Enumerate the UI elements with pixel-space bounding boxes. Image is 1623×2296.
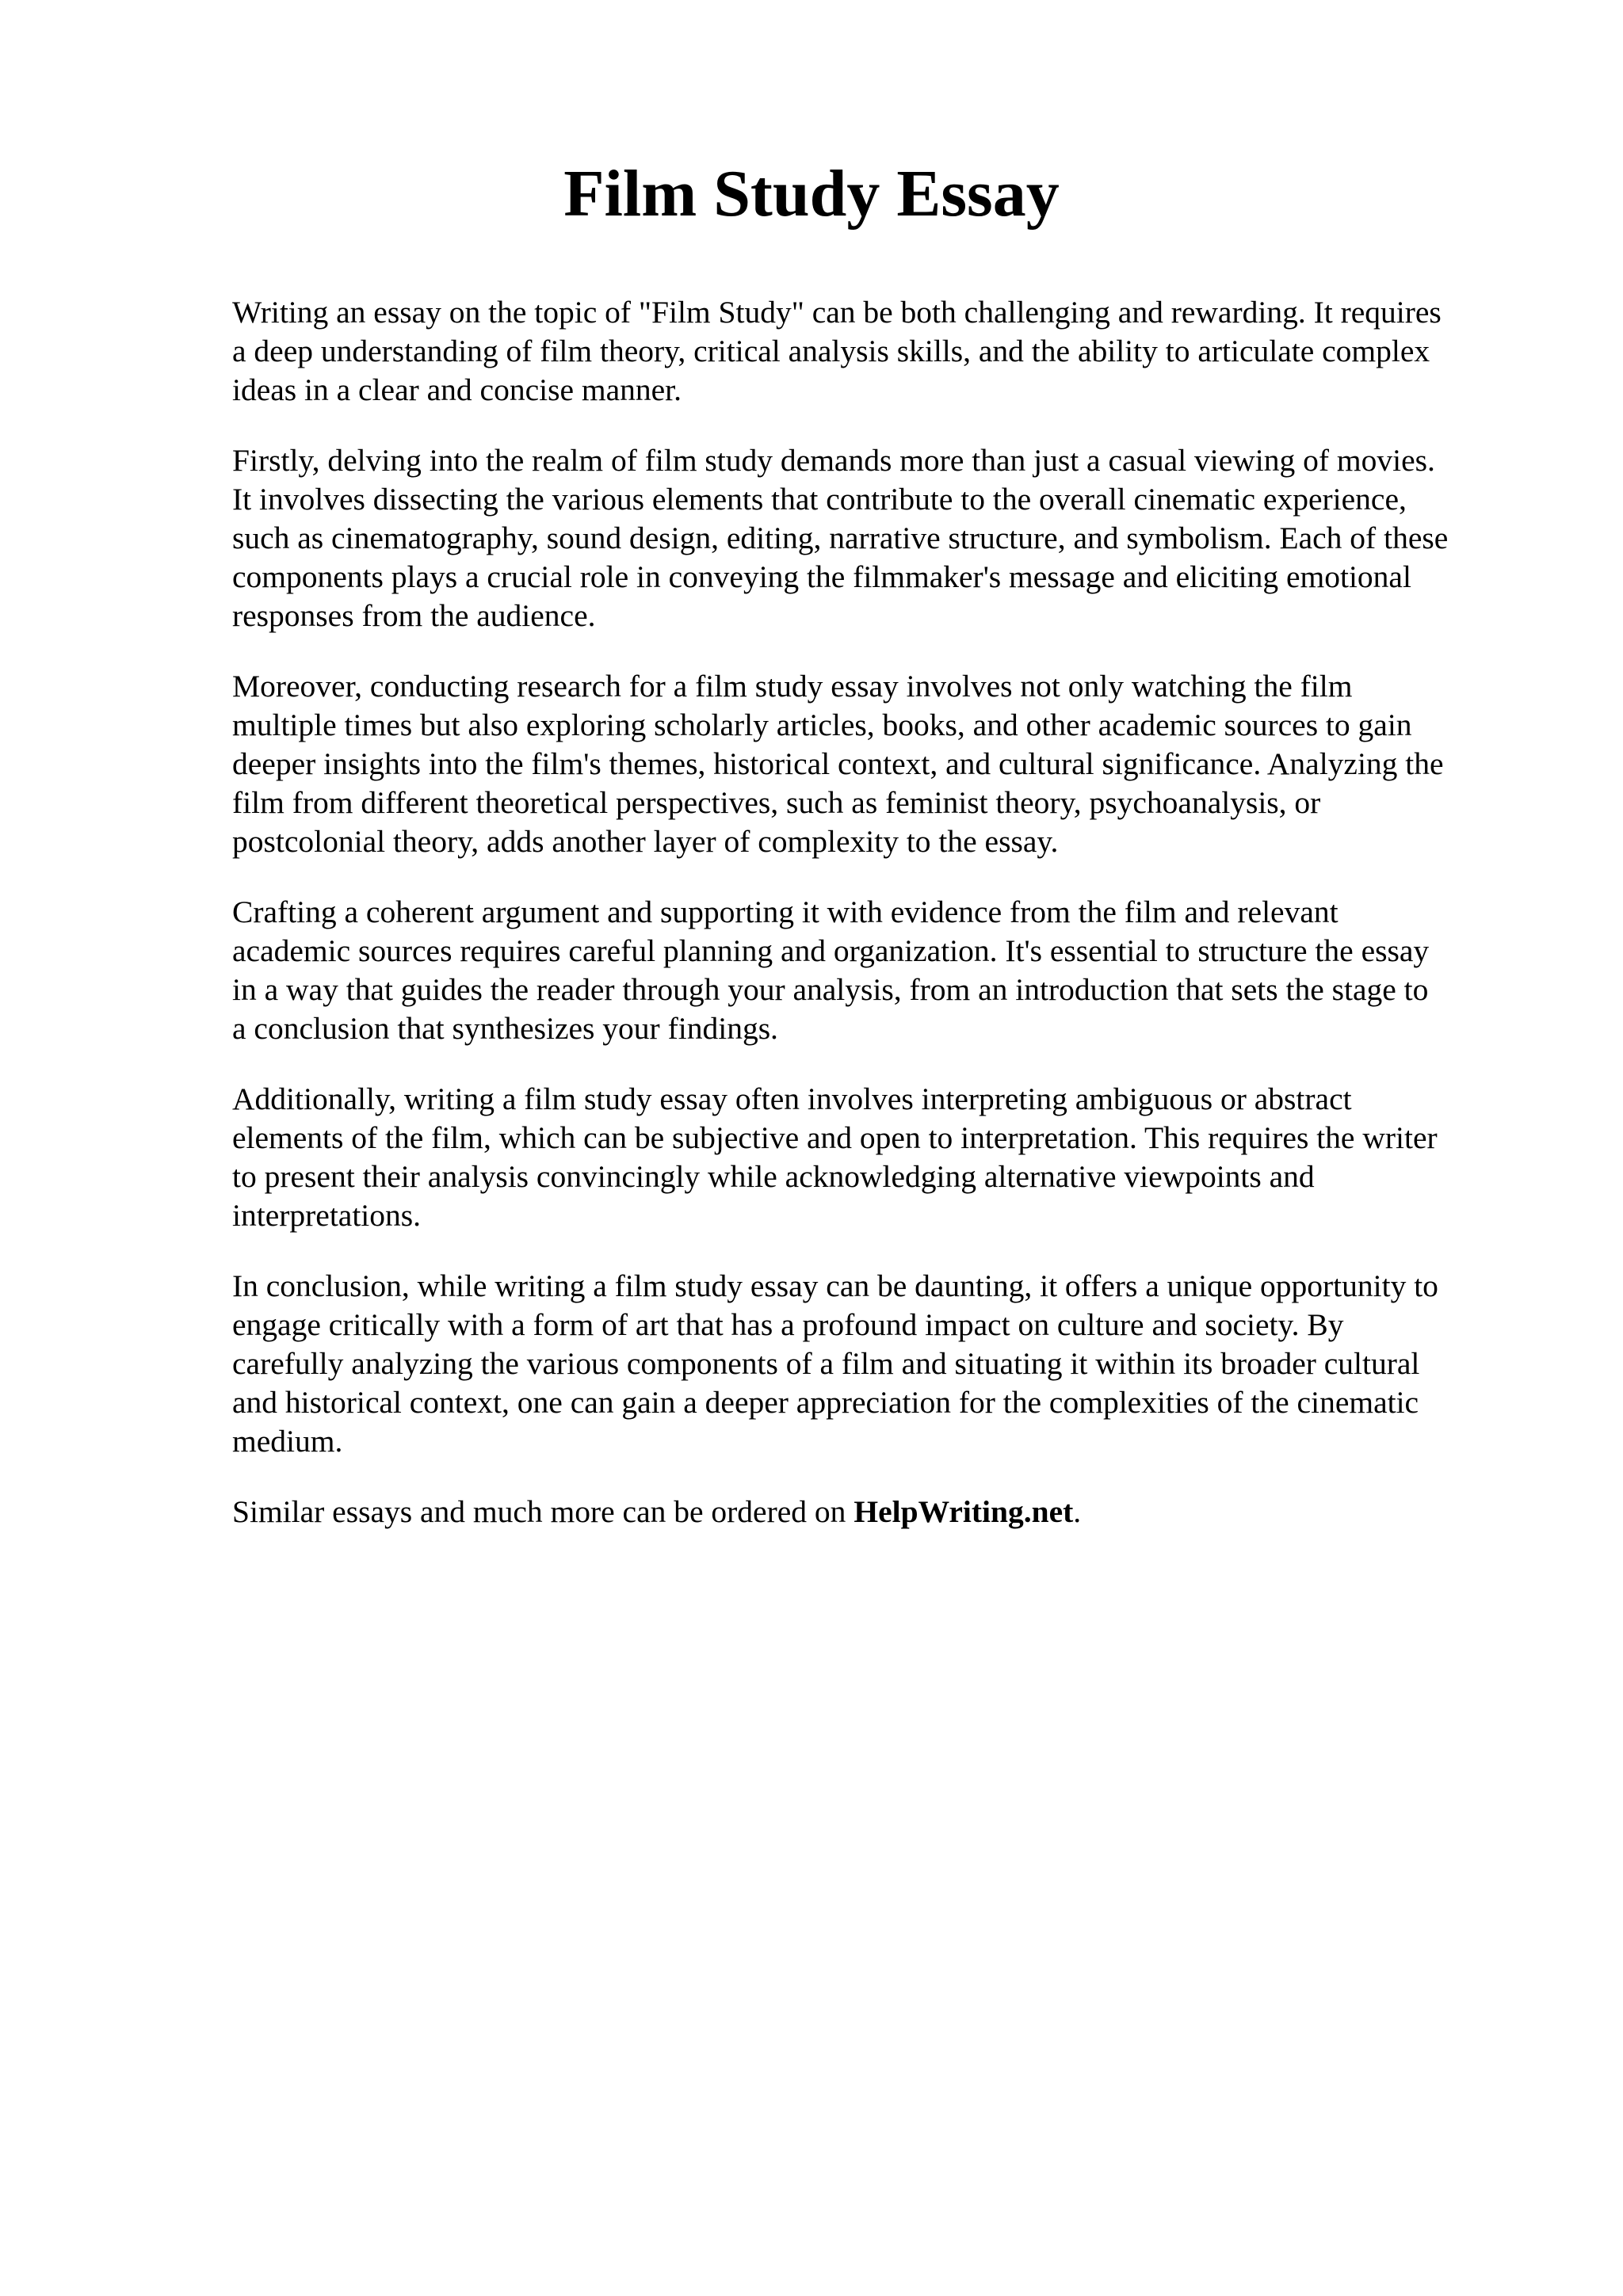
paragraph-line: in a way that guides the reader through your analysis, from an introduction that sets the stage to (232, 972, 1429, 1007)
essay-paragraph (232, 1267, 1532, 1461)
paragraph-line: film from different theoretical perspectives, such as feminist theory, psychoanalysis, or (232, 785, 1321, 820)
paragraph-line: academic sources requires careful planning and organization. It's essential to structure the essay (232, 933, 1430, 968)
essay-paragraph (232, 441, 1532, 635)
paragraph-line: It involves dissecting the various elements that contribute to the overall cinematic experience, (232, 482, 1407, 517)
promo-text: Similar essays and much more can be ordered on (232, 1494, 846, 1529)
paragraph-line: elements of the film, which can be subjective and open to interpretation. This requires the writer (232, 1120, 1438, 1155)
paragraph-line: Writing an essay on the topic of "Film Study" can be both challenging and rewarding. It requires (232, 295, 1442, 330)
paragraph-line: multiple times but also exploring scholarly articles, books, and other academic sources to gain (232, 707, 1412, 742)
paragraph-line: such as cinematography, sound design, editing, narrative structure, and symbolism. Each of these (232, 521, 1449, 555)
paragraph-line: engage critically with a form of art that has a profound impact on culture and society. By (232, 1307, 1344, 1342)
paragraph-line: to present their analysis convincingly while acknowledging alternative viewpoints and (232, 1159, 1315, 1194)
paragraph-line: medium. (232, 1424, 343, 1459)
paragraph-line: carefully analyzing the various components of a film and situating it within its broader cultural (232, 1346, 1420, 1381)
paragraph-line: postcolonial theory, adds another layer of complexity to the essay. (232, 824, 1059, 859)
paragraph-line: Moreover, conducting research for a film study essay involves not only watching the film (232, 669, 1353, 704)
paragraph-line: a deep understanding of film theory, critical analysis skills, and the ability to articulate complex (232, 334, 1430, 368)
paragraph-line: In conclusion, while writing a film study essay can be daunting, it offers a unique opportunity to (232, 1268, 1438, 1303)
paragraph-line: ideas in a clear and concise manner. (232, 372, 682, 407)
paragraph-line: Crafting a coherent argument and supporting it with evidence from the film and relevant (232, 894, 1338, 929)
paragraph-line: deeper insights into the film's themes, historical context, and cultural significance. Analyzing the (232, 746, 1444, 781)
paragraph-list (232, 293, 1532, 1461)
paragraph-line: interpretations. (232, 1198, 422, 1233)
promo-note (232, 1493, 1532, 1531)
promo-brand-link[interactable]: HelpWriting.net (854, 1494, 1074, 1529)
essay-paragraph (232, 1080, 1532, 1235)
essay-paragraph (232, 293, 1532, 410)
paragraph-line: and historical context, one can gain a deeper appreciation for the complexities of the cinematic (232, 1385, 1419, 1420)
paragraph-line: a conclusion that synthesizes your findings. (232, 1011, 778, 1046)
paragraph-line: components plays a crucial role in conveying the filmmaker's message and eliciting emotional (232, 559, 1411, 594)
page-title: Film Study Essay (563, 157, 1060, 231)
essay-paragraph (232, 667, 1532, 861)
paragraph-line: Firstly, delving into the realm of film study demands more than just a casual viewing of movies. (232, 443, 1435, 478)
paragraph-line: Additionally, writing a film study essay often involves interpreting ambiguous or abstract (232, 1081, 1352, 1116)
essay-body (232, 293, 1532, 1531)
paragraph-line: responses from the audience. (232, 598, 596, 633)
promo-period: . (1073, 1494, 1082, 1529)
essay-paragraph (232, 893, 1532, 1048)
